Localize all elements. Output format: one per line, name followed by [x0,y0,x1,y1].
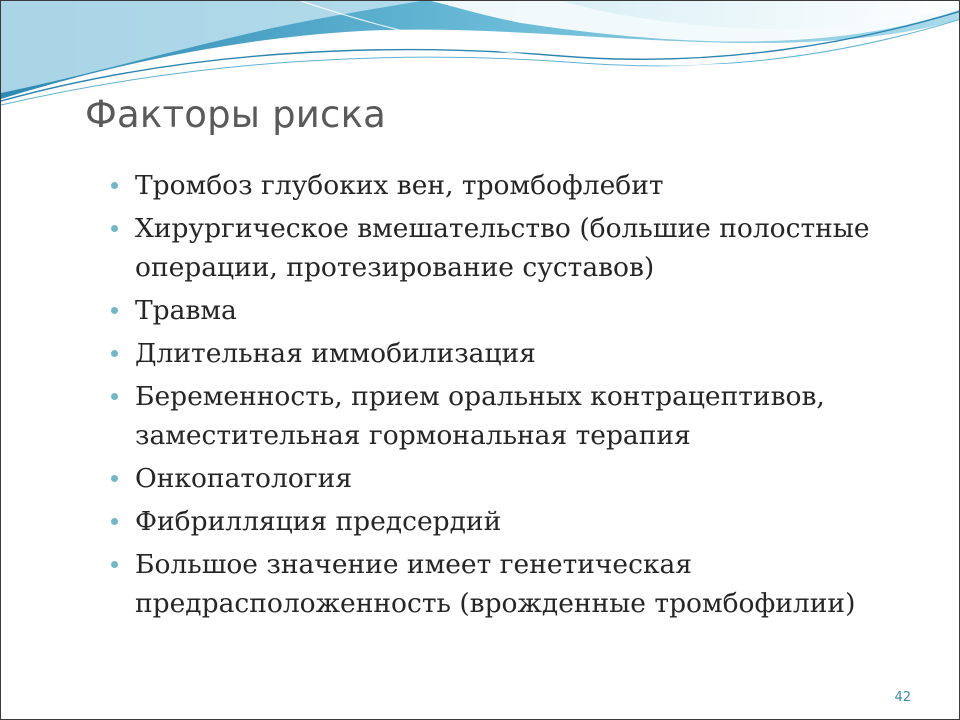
bullet-dot-icon [111,350,118,357]
bullet-dot-icon [111,518,118,525]
list-item-text: Онкопатология [135,463,353,494]
list-item-text: Длительная иммобилизация [135,338,536,369]
list-item [109,166,899,205]
list-item-text: Беременность, прием оральных контрацептивов, заместительная гормональная терапия [135,381,825,451]
bullet-dot-icon [111,307,118,314]
list-item [109,334,899,373]
list-item-text: Фибрилляция предсердий [135,506,502,537]
list-item [109,377,899,455]
list-item-text: Большое значение имеет генетическая предрасположенность (врожденные тромбофилии) [135,549,856,619]
list-item [109,545,899,623]
list-item [109,459,899,498]
slide-title: Факторы риска [85,93,387,136]
bullet-dot-icon [111,393,118,400]
list-item [109,502,899,541]
bullet-list [109,166,899,627]
list-item-text: Хирургическое вмешательство (большие полостные операции, протезирование суставов) [135,213,870,283]
bullet-dot-icon [111,561,118,568]
bullet-dot-icon [111,225,118,232]
list-item-text: Травма [135,295,237,326]
list-item [109,209,899,287]
page-number: 42 [894,690,911,705]
list-item [109,291,899,330]
bullet-dot-icon [111,182,118,189]
list-item-text: Тромбоз глубоких вен, тромбофлебит [135,170,664,201]
bullet-dot-icon [111,475,118,482]
